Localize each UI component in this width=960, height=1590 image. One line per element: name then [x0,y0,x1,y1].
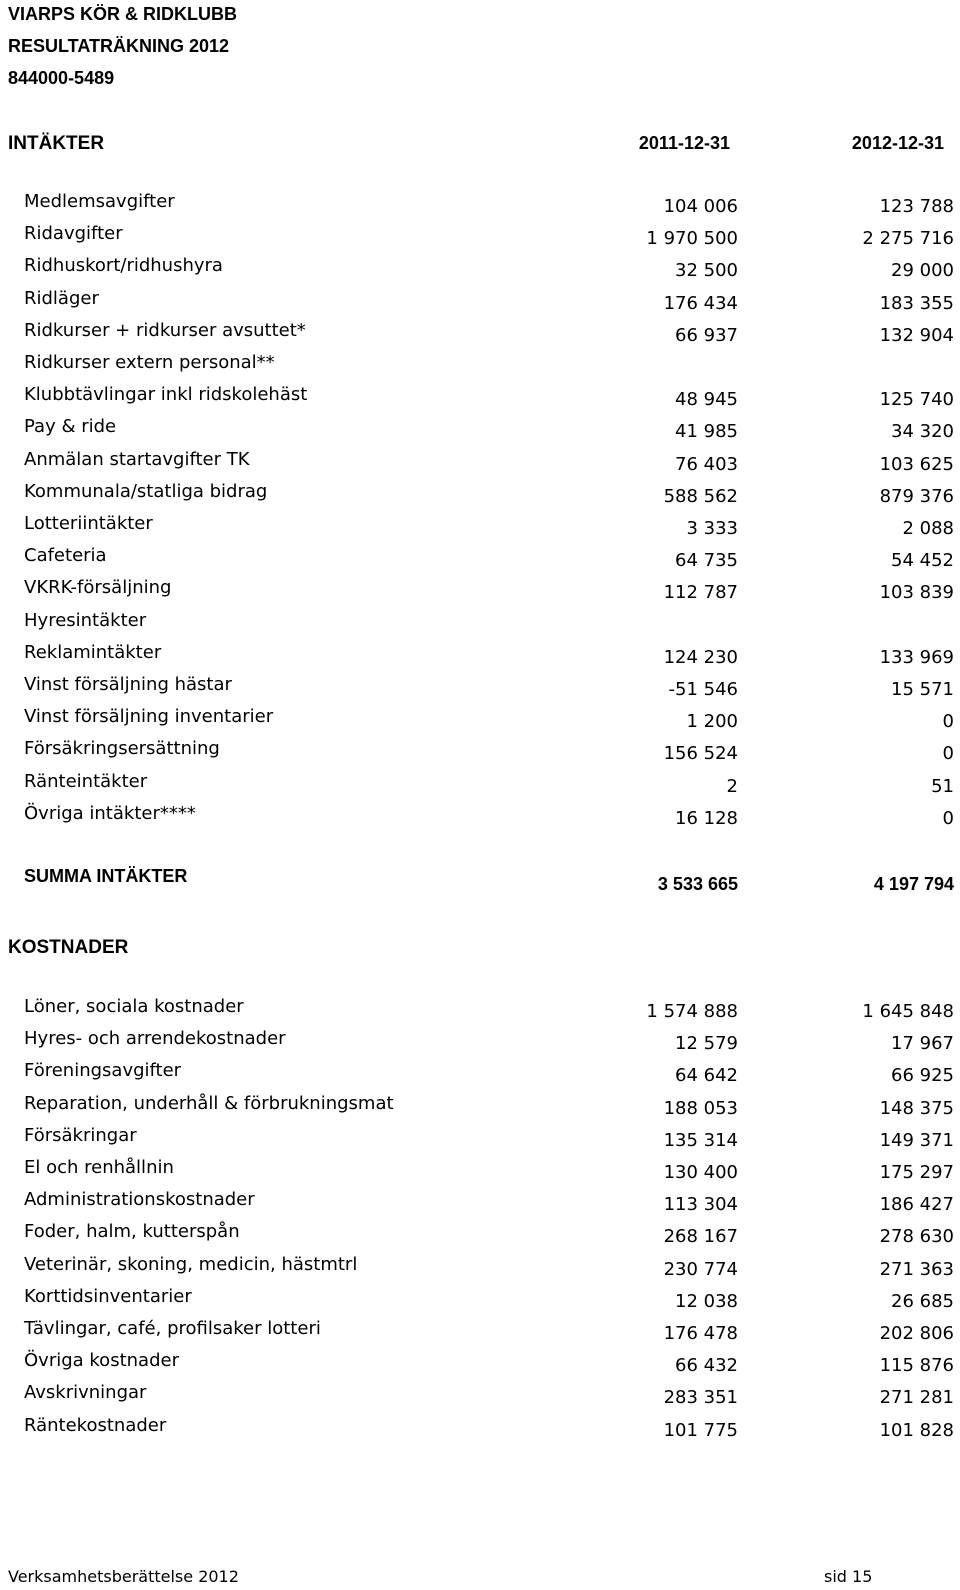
footer-left: Verksamhetsberättelse 2012 [8,1567,239,1586]
row-label: Försäkringsersättning [24,738,220,760]
row-value-2011: 76 403 [675,453,738,475]
row-value-2012: 133 969 [879,646,954,668]
row-value-2012: 29 000 [891,260,954,282]
row-label: Försäkringar [24,1124,137,1146]
row-value-2012: 1 645 848 [862,1001,954,1022]
row-label: Veterinär, skoning, medicin, hästmtrl [24,1253,358,1275]
row-label: El och renhållnin [24,1157,174,1178]
row-value-2012: 66 925 [891,1065,954,1087]
row-value-2012: 125 740 [879,389,954,411]
row-value-2012: 0 [942,807,954,829]
org-name: VIARPS KÖR & RIDKLUBB [8,4,238,24]
row-value-2012: 51 [931,775,954,797]
row-label: Avskrivningar [24,1382,147,1404]
row-label: Foder, halm, kutterspån [24,1221,240,1243]
row-value-2012: 278 630 [879,1226,954,1248]
row-value-2012: 103 625 [879,453,954,475]
row-label: Ridhuskort/ridhushyra [24,255,223,277]
row-value-2012: 271 281 [879,1387,954,1409]
row-value-2011: 1 200 [686,711,738,733]
row-value-2011: 64 735 [675,550,738,572]
row-value-2011: 124 230 [663,646,738,668]
row-value-2011: 112 787 [663,582,738,604]
row-value-2011: 12 038 [675,1290,738,1312]
row-value-2012: 34 320 [891,421,954,443]
row-label: Reklamintäkter [24,641,162,663]
row-label: Övriga kostnader [24,1350,179,1372]
row-label: Anmälan startavgifter TK [24,448,250,470]
row-label: Vinst försäljning hästar [24,674,232,695]
row-value-2011: 176 478 [663,1323,738,1344]
row-value-2011: 230 774 [663,1258,738,1280]
row-value-2011: 48 945 [675,389,738,411]
row-label: Reparation, underhåll & förbrukningsmat [24,1092,394,1114]
row-label: Medlemsavgifter [24,191,175,212]
row-label: Ridläger [24,287,99,309]
row-value-2011: 130 400 [663,1162,738,1183]
row-value-2012: 2 275 716 [862,228,954,250]
income-sum-label: SUMMA INTÄKTER [24,866,188,886]
row-label: Räntekostnader [24,1414,167,1436]
row-value-2011: 2 [726,775,738,797]
row-value-2011: 135 314 [663,1129,738,1151]
column-header-2011: 2011-12-31 [638,133,730,153]
row-label: Tävlingar, café, profilsaker lotteri [24,1318,321,1339]
row-label: Vinst försäljning inventarier [24,706,274,728]
row-value-2011: 104 006 [663,196,738,217]
row-value-2012: 26 685 [891,1290,954,1312]
costs-heading: KOSTNADER [8,937,129,958]
row-label: Löner, sociala kostnader [24,996,244,1017]
row-label: VKRK-försäljning [24,577,172,599]
row-value-2012: 15 571 [891,679,954,700]
row-label: Ridavgifter [24,223,123,245]
row-value-2012: 132 904 [879,324,954,346]
row-value-2012: 175 297 [879,1162,954,1183]
row-label: Hyresintäkter [24,609,147,631]
document-title: RESULTATRÄKNING 2012 [8,36,230,56]
row-label: Ridkurser extern personal** [24,352,275,373]
row-value-2012: 271 363 [879,1258,954,1280]
row-label: Ridkurser + ridkurser avsuttet* [24,319,306,341]
row-value-2012: 183 355 [879,292,954,314]
row-value-2011: 12 579 [675,1033,738,1055]
row-value-2011: 64 642 [675,1065,738,1087]
row-label: Administrationskostnader [24,1189,255,1211]
row-value-2011: 16 128 [675,807,738,829]
row-value-2012: 54 452 [891,550,954,572]
row-value-2011: 156 524 [663,743,738,765]
footer-page-number: sid 15 [824,1567,873,1586]
row-value-2012: 103 839 [879,582,954,604]
row-value-2011: 283 351 [663,1387,738,1409]
row-value-2012: 17 967 [891,1033,954,1055]
income-heading: INTÄKTER [8,133,105,154]
row-label: Hyres- och arrendekostnader [24,1028,286,1050]
row-value-2011: 66 432 [675,1355,738,1377]
row-value-2011: 176 434 [663,292,738,314]
income-sum-2011: 3 533 665 [657,874,738,894]
row-label: Cafeteria [24,545,107,567]
row-value-2011: 32 500 [675,260,738,282]
row-value-2011: -51 546 [668,679,738,700]
row-value-2012: 0 [942,743,954,765]
row-value-2012: 0 [942,711,954,733]
row-value-2011: 3 333 [686,518,738,539]
row-label: Kommunala/statliga bidrag [24,480,268,502]
row-value-2011: 188 053 [663,1097,738,1119]
row-label: Övriga intäkter**** [24,802,196,824]
row-value-2012: 879 376 [879,485,954,507]
row-label: Ränteintäkter [24,770,148,792]
row-value-2012: 202 806 [879,1323,954,1344]
row-value-2011: 1 574 888 [646,1001,738,1022]
org-number: 844000-5489 [8,68,115,88]
row-value-2011: 588 562 [663,485,738,507]
row-value-2012: 123 788 [879,196,954,217]
row-value-2011: 268 167 [663,1226,738,1248]
row-label: Pay & ride [24,416,117,438]
income-sum-2012: 4 197 794 [873,874,954,894]
row-value-2012: 148 375 [879,1097,954,1119]
row-value-2011: 66 937 [675,324,738,346]
row-value-2011: 101 775 [663,1419,738,1441]
row-label: Lotteriintäkter [24,513,153,534]
row-value-2012: 115 876 [879,1355,954,1377]
row-label: Föreningsavgifter [24,1060,182,1082]
row-value-2011: 1 970 500 [646,228,738,250]
row-value-2011: 41 985 [675,421,738,443]
row-value-2011: 113 304 [663,1194,738,1216]
row-value-2012: 186 427 [879,1194,954,1216]
column-header-2012: 2012-12-31 [851,133,944,153]
row-value-2012: 149 371 [879,1129,954,1151]
row-value-2012: 2 088 [902,518,954,539]
row-label: Korttidsinventarier [24,1285,192,1307]
row-label: Klubbtävlingar inkl ridskolehäst [24,384,308,406]
row-value-2012: 101 828 [879,1419,954,1441]
